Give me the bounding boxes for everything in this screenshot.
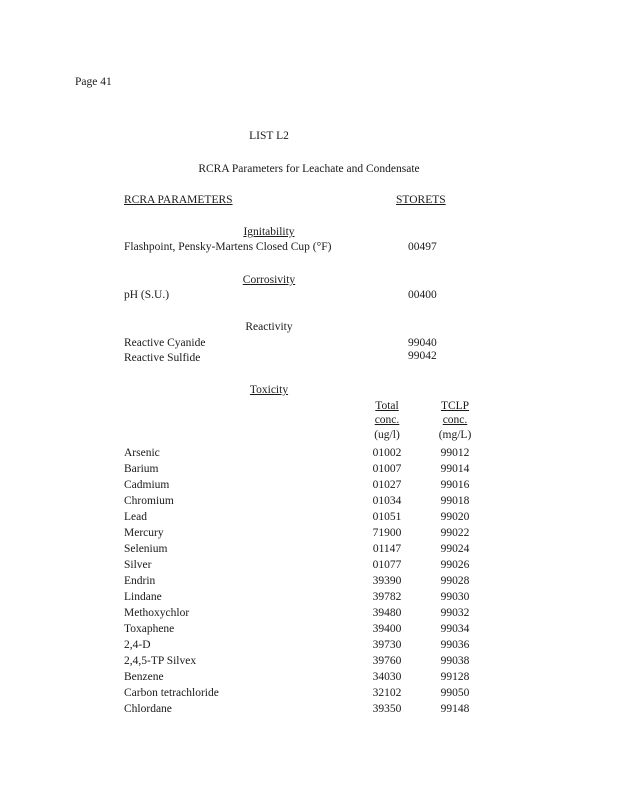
total-storet: 34030 — [372, 671, 402, 683]
table-row — [0, 511, 618, 527]
table-row — [0, 447, 618, 463]
rcra-parameters-header: RCRA PARAMETERS — [124, 194, 233, 206]
ph-label: pH (S.U.) — [124, 289, 170, 301]
parameter-name: Benzene — [124, 671, 164, 683]
tclp-storet: 99026 — [440, 559, 470, 571]
tclp-conc-header-line1: TCLP — [440, 400, 470, 412]
parameter-name: Silver — [124, 559, 152, 571]
total-conc-header-line2: conc. — [374, 414, 400, 426]
table-row — [0, 559, 618, 575]
flashpoint-label: Flashpoint, Pensky-Martens Closed Cup (°F) — [124, 241, 332, 253]
total-storet: 39390 — [372, 575, 402, 587]
parameter-name: Methoxychlor — [124, 607, 190, 619]
parameter-name: Chlordane — [124, 703, 172, 715]
parameter-name: 2,4-D — [124, 639, 151, 651]
tclp-storet: 99032 — [440, 607, 470, 619]
toxicity-heading: Toxicity — [249, 384, 289, 396]
reactivity-heading: Reactivity — [245, 321, 293, 333]
tclp-storet: 99012 — [440, 447, 470, 459]
table-row — [0, 495, 618, 511]
table-row — [0, 527, 618, 543]
total-storet: 39760 — [372, 655, 402, 667]
flashpoint-code: 00497 — [408, 241, 437, 253]
ignitability-heading: Ignitability — [243, 226, 295, 238]
parameter-name: 2,4,5-TP Silvex — [124, 655, 197, 667]
total-conc-header-units: (ug/l) — [374, 429, 400, 441]
tclp-storet: 99022 — [440, 527, 470, 539]
tclp-storet: 99024 — [440, 543, 470, 555]
reactive-sulfide-code: 99042 — [408, 350, 437, 362]
table-row — [0, 591, 618, 607]
total-storet: 01077 — [372, 559, 402, 571]
tclp-storet: 99028 — [440, 575, 470, 587]
table-row — [0, 687, 618, 703]
parameter-name: Mercury — [124, 527, 164, 539]
reactive-cyanide-label: Reactive Cyanide — [124, 337, 206, 349]
tclp-storet: 99148 — [440, 703, 470, 715]
total-storet: 01147 — [372, 543, 402, 555]
tclp-storet: 99018 — [440, 495, 470, 507]
table-row — [0, 607, 618, 623]
tclp-storet: 99036 — [440, 639, 470, 651]
total-storet: 01051 — [372, 511, 402, 523]
parameter-name: Arsenic — [124, 447, 160, 459]
table-row — [0, 575, 618, 591]
document-subtitle: RCRA Parameters for Leachate and Condensate — [198, 163, 420, 175]
tclp-storet: 99016 — [440, 479, 470, 491]
parameter-name: Endrin — [124, 575, 156, 587]
parameter-name: Selenium — [124, 543, 168, 555]
table-row — [0, 639, 618, 655]
storets-header: STORETS — [396, 194, 446, 206]
total-storet: 39400 — [372, 623, 402, 635]
total-storet: 39350 — [372, 703, 402, 715]
total-storet: 32102 — [372, 687, 402, 699]
table-row — [0, 479, 618, 495]
parameter-name: Cadmium — [124, 479, 170, 491]
tclp-storet: 99030 — [440, 591, 470, 603]
parameter-name: Barium — [124, 463, 159, 475]
total-storet: 71900 — [372, 527, 402, 539]
table-row — [0, 543, 618, 559]
tclp-storet: 99128 — [440, 671, 470, 683]
table-row — [0, 671, 618, 687]
total-storet: 01007 — [372, 463, 402, 475]
total-storet: 01002 — [372, 447, 402, 459]
total-conc-header-line1: Total — [375, 400, 399, 412]
table-row — [0, 623, 618, 639]
page-number: Page 41 — [75, 76, 112, 88]
total-storet: 39782 — [372, 591, 402, 603]
total-storet: 01027 — [372, 479, 402, 491]
tclp-conc-header-units: (mg/L) — [438, 429, 472, 441]
parameter-name: Lead — [124, 511, 147, 523]
corrosivity-heading: Corrosivity — [242, 274, 296, 286]
ph-code: 00400 — [408, 289, 437, 301]
tclp-storet: 99038 — [440, 655, 470, 667]
reactive-cyanide-code: 99040 — [408, 337, 437, 349]
reactive-sulfide-label: Reactive Sulfide — [124, 352, 201, 364]
total-storet: 39730 — [372, 639, 402, 651]
table-row — [0, 655, 618, 671]
total-storet: 39480 — [372, 607, 402, 619]
tclp-storet: 99014 — [440, 463, 470, 475]
table-row — [0, 703, 618, 719]
parameter-name: Carbon tetrachloride — [124, 687, 219, 699]
total-storet: 01034 — [372, 495, 402, 507]
parameter-name: Chromium — [124, 495, 174, 507]
parameter-name: Lindane — [124, 591, 162, 603]
tclp-storet: 99050 — [440, 687, 470, 699]
list-title: LIST L2 — [249, 130, 289, 142]
parameter-name: Toxaphene — [124, 623, 175, 635]
tclp-storet: 99034 — [440, 623, 470, 635]
table-row — [0, 463, 618, 479]
tclp-storet: 99020 — [440, 511, 470, 523]
tclp-conc-header-line2: conc. — [442, 414, 468, 426]
